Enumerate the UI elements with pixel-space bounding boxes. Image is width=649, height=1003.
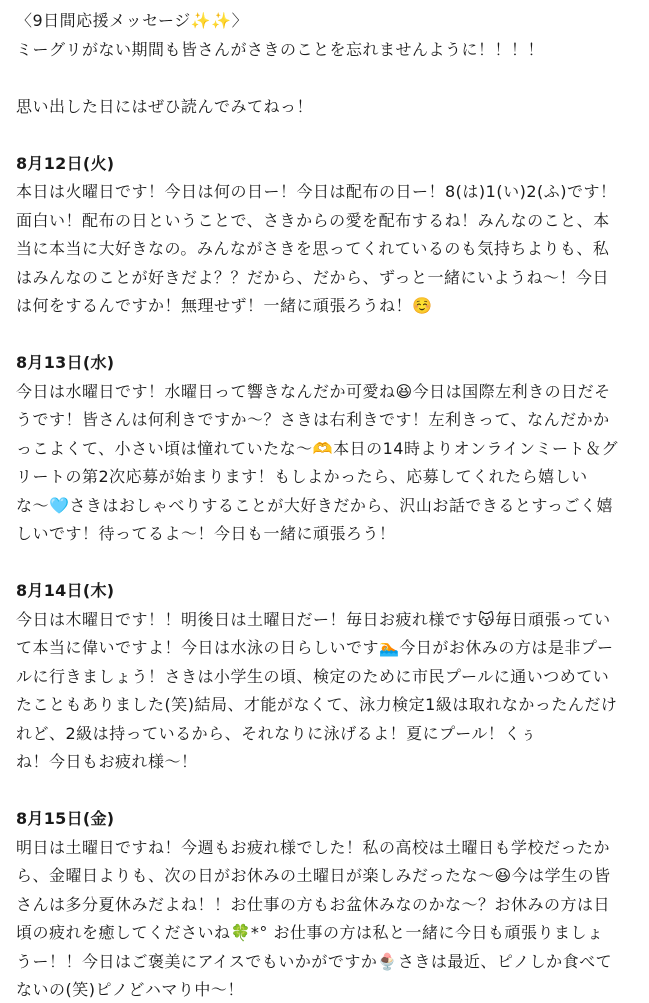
entry-line: 今日は木曜日です！！明後日は土曜日だー！毎日お疲れ様です😽毎日頑張ってい <box>16 609 611 629</box>
entry-line: うです！皆さんは何利きですか〜？さきは右利きです！左利きって、なんだかか <box>16 410 610 429</box>
entry-line: しいです！待ってるよ〜！今日も一緒に頑張ろう！ <box>16 524 396 543</box>
entry-aug-13 <box>16 349 639 549</box>
entry-line: 頃の疲れを癒してくださいね🍀*° お仕事の方は私と一緒に今日も頑張りましょ <box>16 923 604 942</box>
entry-line: ないの(笑)ピノどハマり中〜！ <box>16 980 244 999</box>
intro-line-1: ミーグリがない期間も皆さんがさきのことを忘れませんように！！！！ <box>16 39 545 59</box>
message-title: 〈9日間応援メッセージ✨✨〉 <box>16 11 249 30</box>
spacer <box>16 321 639 350</box>
entry-line: は何をするんですか！無理せず！一緒に頑張ろうね！☺️ <box>16 296 433 315</box>
entry-line: ら、金曜日よりも、次の日がお休みの土曜日が楽しみだったな〜😆今は学生の皆 <box>16 866 611 885</box>
entry-line: て本当に偉いですよ！今日は水泳の日らしいです🏊今日がお休みの方は是非プー <box>16 638 614 657</box>
entry-line: リートの第2次応募が始まります！もしよかったら、応募してくれたら嬉しい <box>16 467 588 486</box>
entry-line: さんは多分夏休みだよね！！お仕事の方もお盆休みなのかな〜？お休みの方は日 <box>16 894 611 914</box>
entry-date: 8月15日(金) <box>16 809 115 828</box>
entry-line: ルに行きましょう！さきは小学生の頃、検定のために市民プールに通いつめてい <box>16 666 610 686</box>
spacer <box>16 549 639 578</box>
entry-aug-14 <box>16 577 639 777</box>
spacer <box>16 777 639 806</box>
entry-line: 面白い！配布の日ということで、さきからの愛を配布するね！みんなのこと、本 <box>16 210 610 230</box>
entry-date: 8月13日(水) <box>16 353 115 372</box>
entry-aug-12 <box>16 150 639 321</box>
entry-date: 8月14日(木) <box>16 581 115 600</box>
entry-line: 今日は水曜日です！水曜日って響きなんだか可愛ね😆今日は国際左利きの日だそ <box>16 381 611 401</box>
entry-line: ね！今日もお疲れ様〜！ <box>16 752 198 771</box>
entry-aug-15 <box>16 805 639 1003</box>
entry-line: な〜🩵さきはおしゃべりすることが大好きだから、沢山お話できるとすっごく嬉 <box>16 495 613 515</box>
intro-line-2: 思い出した日にはぜひ読んでみてねっ！ <box>16 96 314 116</box>
entry-line: っこよくて、小さい頃は憧れていたな〜🫶本日の14時よりオンラインミート＆グ <box>16 438 618 458</box>
entry-line: 当に本当に大好きなの。みんながさきを思ってくれているのも気持ちよりも、私 <box>16 239 610 258</box>
entry-line: 明日は土曜日ですね！今週もお疲れ様でした！私の高校は土曜日も学校だったか <box>16 837 611 857</box>
spacer <box>16 121 639 150</box>
spacer <box>16 64 639 93</box>
entry-line: はみんなのことが好きだよ？？だから、だから、ずっと一緒にいようね〜！今日 <box>16 267 610 287</box>
entry-date: 8月12日(火) <box>16 153 115 173</box>
entry-line: たこともありました(笑)結局、才能がなくて、泳力検定1級は取れなかったんだけ <box>16 695 618 714</box>
entry-line: 本日は火曜日です！今日は何の日ー！今日は配布の日ー！8(は)1(い)2(ふ)です！ <box>16 182 617 201</box>
entry-line: れど、2級は持っているから、それなりに泳げるよ！夏にプール！くぅ <box>16 723 538 743</box>
entry-line: うー！！今日はご褒美にアイスでもいかがですか🍨さきは最近、ピノしか食べて <box>16 951 613 971</box>
